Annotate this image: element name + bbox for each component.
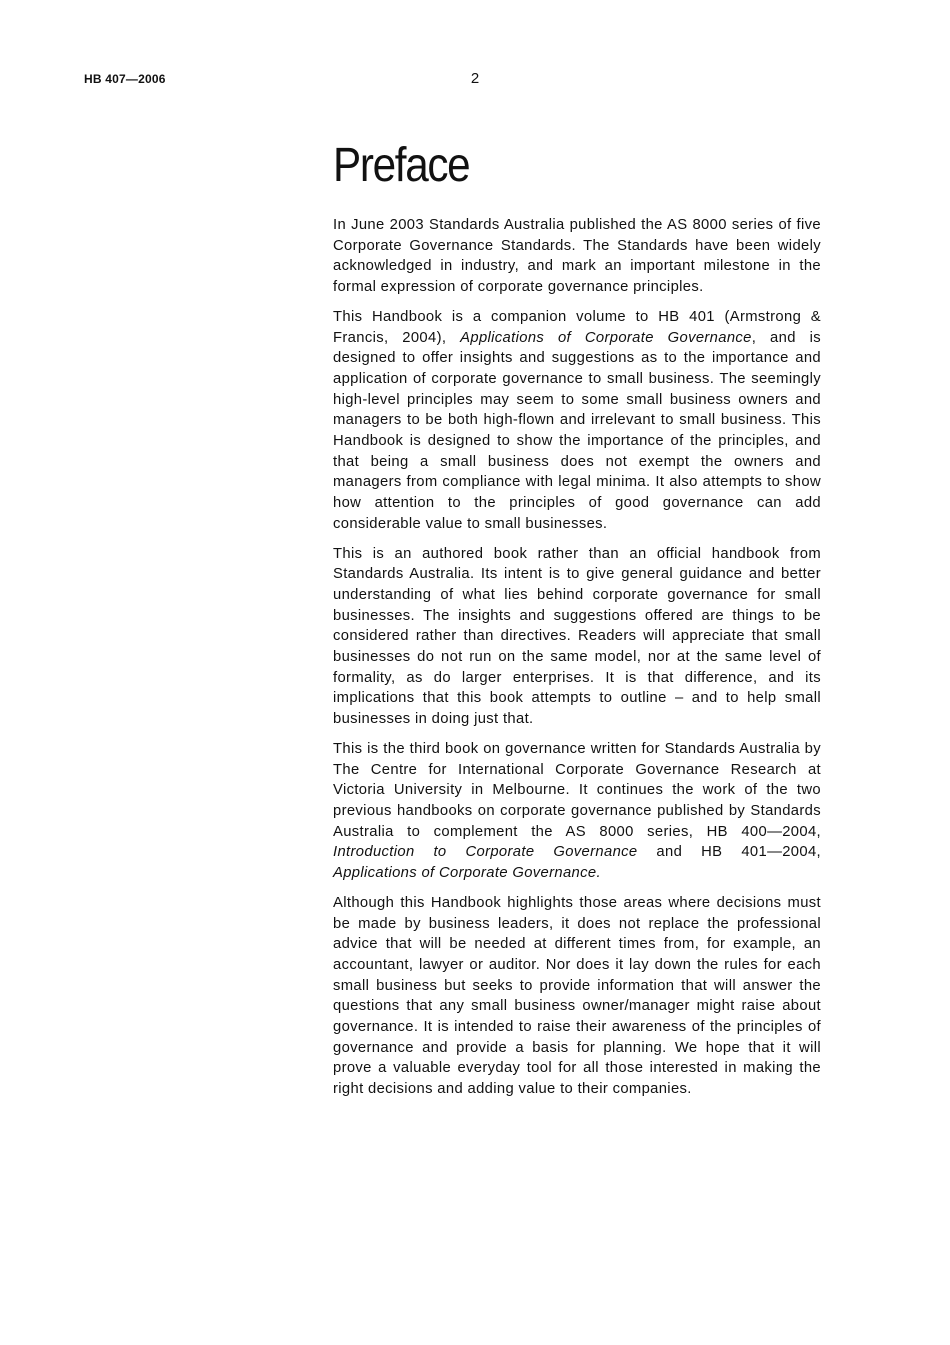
paragraph-1 <box>333 215 821 298</box>
paragraph-text: This is the third book on governance written for Standards Australia by The Centre for International Corporate Governance Research at Victoria University in Melbourne. It continues the work of the two previous handbooks on corporate governance published by Standards Australia to complement the AS 8000 series, HB 400—2004, <box>333 740 821 840</box>
paragraph-text: This Handbook is a companion volume to HB 401 (Armstrong & Francis, 2004), <box>333 308 821 346</box>
page-number: 2 <box>470 70 480 87</box>
paragraph-text: Although this Handbook highlights those areas where decisions must be made by business leaders, it does not replace the professional advice that will be needed at different times from, for example, an accountant, lawyer or auditor. Nor does it lay down the rules for each small business but seeks to provide information that will answer the questions that any small business owner/manager might raise about governance. It is intended to raise their awareness of the principles of governance and provide a basis for planning. We hope that it will prove a valuable everyday tool for all those interested in making the right decisions and adding value to their companies. <box>333 894 821 1098</box>
preface-section <box>333 136 821 1109</box>
paragraph-text: This is an authored book rather than an official handbook from Standards Australia. Its intent is to give general guidance and better understanding of what lies behind corporate governance for small businesses. The insights and suggestions offered are things to be considered rather than directives. Readers will appreciate that small businesses do not run on the same model, nor at the same level of formality, as do larger enterprises. It is that difference, and its implications that this book attempts to outline – and to help small businesses in doing just that. <box>333 545 821 728</box>
paragraph-2 <box>333 307 821 535</box>
paragraph-text: In June 2003 Standards Australia published the AS 8000 series of five Corporate Governance Standards. The Standards have been widely acknowledged in industry, and mark an important milestone in the formal expression of corporate governance principles. <box>333 217 821 296</box>
book-title-italic: Introduction to Corporate Governance <box>333 844 638 861</box>
paragraph-text: and HB 401—2004, <box>637 844 821 861</box>
book-title-italic: Applications of Corporate Governance. <box>333 865 601 882</box>
book-title-italic: Applications of Corporate Governance <box>460 329 752 346</box>
page-title: Preface <box>333 139 470 192</box>
paragraph-5 <box>333 893 821 1100</box>
paragraph-text: , and is designed to offer insights and suggestions as to the importance and application of corporate governance to small business. The seemingly high-level principles may seem to some small business owners and managers to be both high-flown and irrelevant to small business. This Handbook is designed to show the importance of the principles, and that being a small business does not exempt the owners and managers from compliance with legal minima. It also attempts to show how attention to the principles of good governance can add considerable value to small businesses. <box>333 329 822 532</box>
document-code: HB 407—2006 <box>84 72 166 86</box>
paragraph-4 <box>333 739 821 884</box>
paragraph-3 <box>333 544 821 730</box>
